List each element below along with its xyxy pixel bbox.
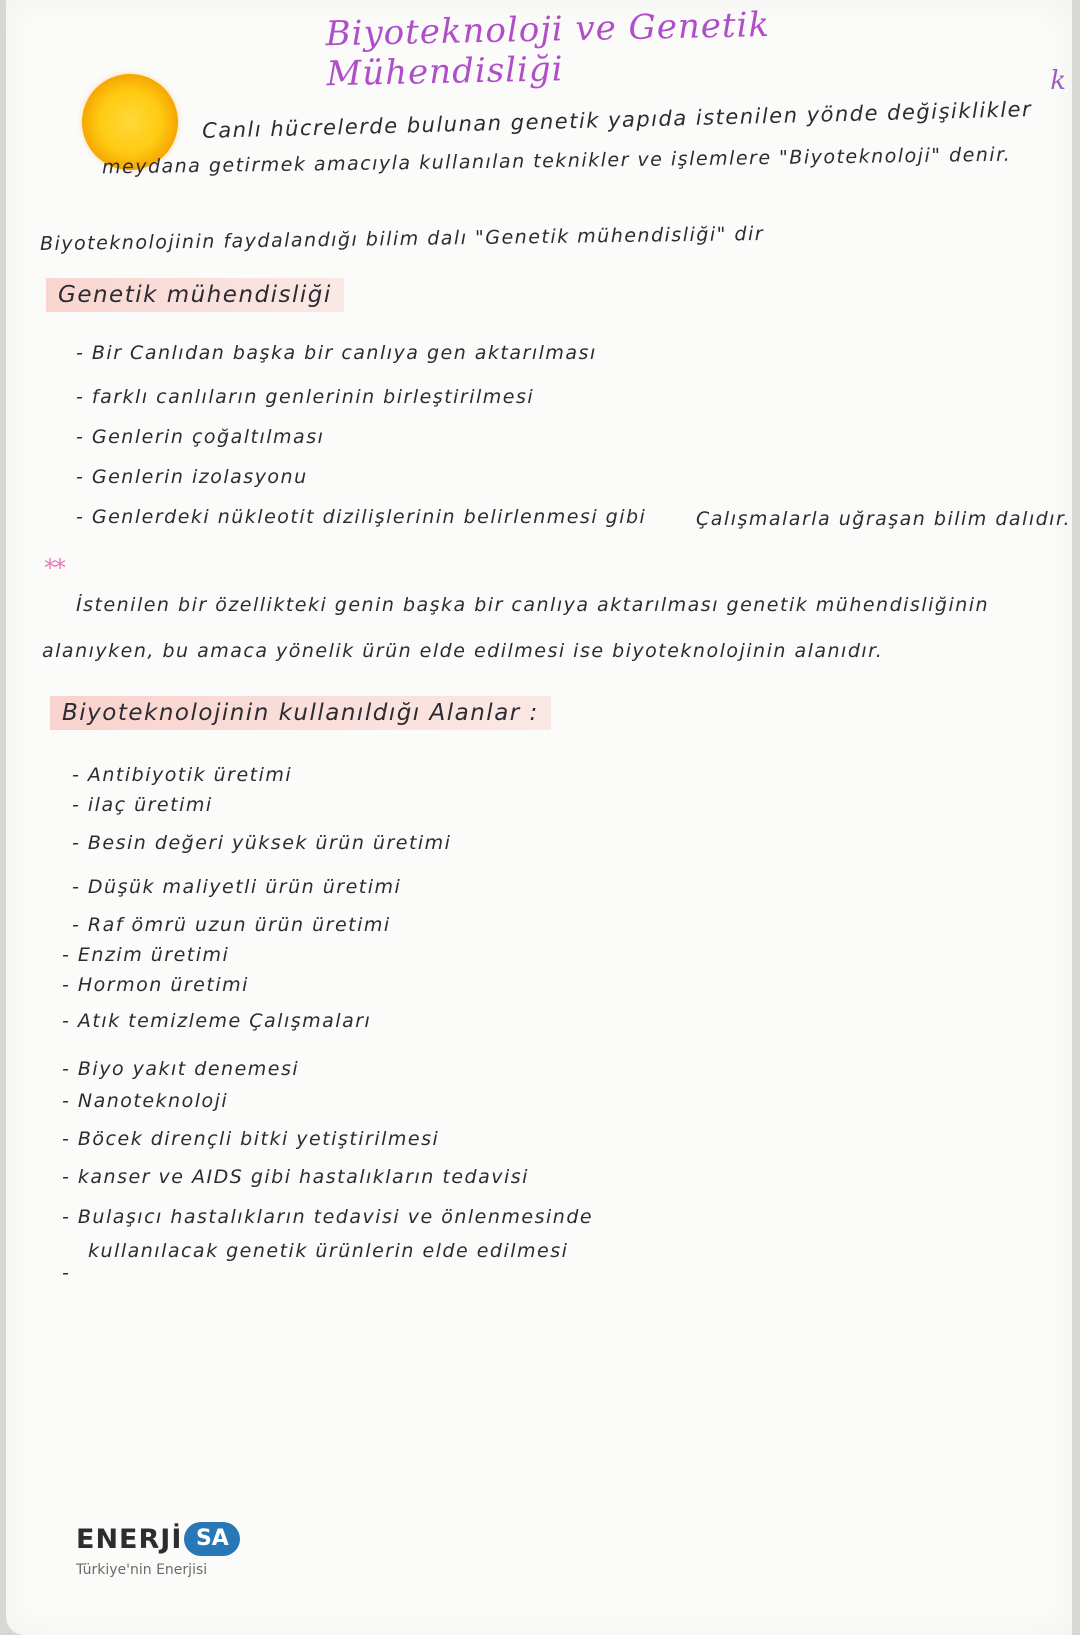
area-item-8: - Atık temizleme Çalışmaları bbox=[62, 1010, 372, 1032]
genetic-item-3: - Genlerin çoğaltılması bbox=[76, 426, 325, 448]
area-item-3: - Besin değeri yüksek ürün üretimi bbox=[72, 832, 452, 854]
area-item-5: - Raf ömrü uzun ürün üretimi bbox=[72, 914, 391, 936]
areas-heading: Biyoteknolojinin kullanıldığı Alanlar : bbox=[50, 696, 551, 730]
area-item-1: - Antibiyotik üretimi bbox=[72, 764, 293, 786]
area-item-12: - kanser ve AIDS gibi hastalıkların tedavisi bbox=[62, 1166, 529, 1188]
brand-tagline: Türkiye'nin Enerjisi bbox=[76, 1562, 208, 1578]
page-title: Biyoteknoloji ve Genetik Mühendisliği bbox=[325, 4, 771, 95]
genetic-heading: Genetik mühendisliği bbox=[46, 278, 344, 312]
genetic-item-2: - farklı canlıların genlerinin birleştirilmesi bbox=[76, 386, 535, 408]
branch-line: Biyoteknolojinin faydalandığı bilim dalı "Genetik mühendisliği" dir bbox=[39, 222, 765, 256]
brand-word: ENERJİ bbox=[76, 1523, 183, 1555]
area-item-13-cont: kullanılacak genetik ürünlerin elde edilmesi bbox=[88, 1240, 569, 1262]
notebook-page bbox=[6, 0, 1072, 1635]
intro-line-1: Canlı hücrelerde bulunan genetik yapıda istenilen yönde değişiklikler bbox=[201, 97, 1033, 143]
area-item-9: - Biyo yakıt denemesi bbox=[62, 1058, 300, 1080]
area-item-13: - Bulaşıcı hastalıkların tedavisi ve önlenmesinde bbox=[62, 1206, 594, 1228]
area-item-6: - Enzim üretimi bbox=[62, 944, 230, 966]
edge-mark: k bbox=[1050, 66, 1066, 96]
genetic-item-5-cont: Çalışmalarla uğraşan bilim dalıdır. bbox=[696, 508, 1072, 530]
area-item-7: - Hormon üretimi bbox=[62, 974, 249, 996]
note-line-2: alanıyken, bu amaca yönelik ürün elde edilmesi ise biyoteknolojinin alanıdır. bbox=[42, 640, 884, 662]
brand-badge: SA bbox=[184, 1522, 240, 1556]
area-item-10: - Nanoteknoloji bbox=[62, 1090, 229, 1112]
genetic-item-5: - Genlerdeki nükleotit dizilişlerinin belirlenmesi gibi bbox=[76, 506, 647, 528]
note-marker: ** bbox=[44, 554, 64, 582]
area-item-4: - Düşük maliyetli ürün üretimi bbox=[72, 876, 402, 898]
note-line-1: İstenilen bir özellikteki genin başka bir canlıya aktarılması genetik mühendisliğinin bbox=[76, 594, 990, 616]
intro-line-2: meydana getirmek amacıyla kullanılan teknikler ve işlemlere "Biyoteknoloji" denir. bbox=[101, 143, 1012, 179]
genetic-item-1: - Bir Canlıdan başka bir canlıya gen aktarılması bbox=[76, 342, 597, 364]
brand-logo bbox=[76, 1522, 240, 1578]
area-item-15: - bbox=[62, 1262, 71, 1284]
area-item-11: - Böcek dirençli bitki yetiştirilmesi bbox=[62, 1128, 440, 1150]
genetic-item-4: - Genlerin izolasyonu bbox=[76, 466, 308, 488]
area-item-2: - ilaç üretimi bbox=[72, 794, 213, 816]
